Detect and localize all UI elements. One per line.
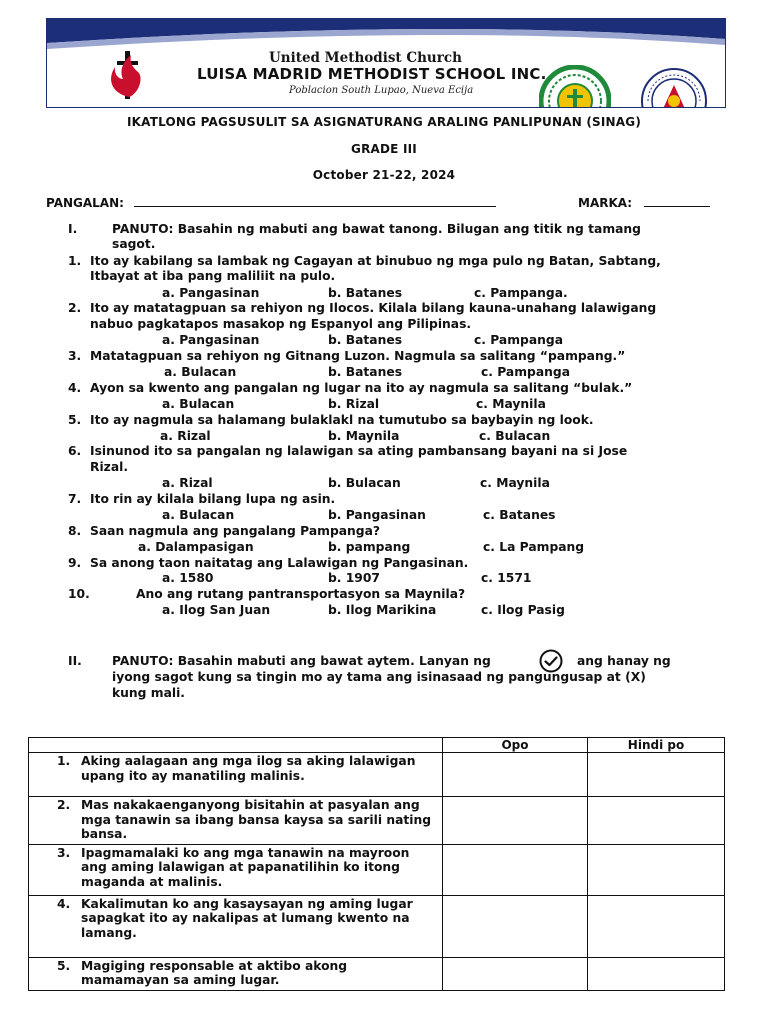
score-blank[interactable] — [644, 195, 710, 207]
choice-c[interactable]: c. Pampanga — [481, 365, 570, 379]
choice-a[interactable]: a. Pangasinan — [162, 286, 260, 300]
question-text: Matatagpuan sa rehiyon ng Gitnang Luzon. Nagmula sa salitang “pampang.” — [90, 349, 626, 363]
school-seal-icon — [539, 65, 611, 108]
question-text: Ito ay matatagpuan sa rehiyon ng Ilocos. Kilala bilang kauna-unahang lalawigang — [90, 301, 657, 315]
choice-a[interactable]: a. Bulacan — [164, 365, 237, 379]
question-text-cont: Itbayat at iba pang maliliit na pulo. — [90, 269, 336, 283]
statement-text: Kakalimutan ko ang kasaysayan ng aming lugar sapagkat ito ay nakalipas at lumang kwento na lamang. — [81, 896, 413, 940]
question-number: 2. — [68, 301, 82, 315]
statement-cell — [29, 844, 443, 895]
opo-cell[interactable] — [443, 753, 588, 797]
choice-b[interactable]: b. Batanes — [328, 286, 403, 300]
choice-a[interactable]: a. Rizal — [162, 476, 213, 490]
choice-c[interactable]: c. Maynila — [480, 476, 550, 490]
choice-b[interactable]: b. Batanes — [328, 333, 403, 347]
hindi-po-cell[interactable] — [588, 844, 725, 895]
question-number: 9. — [68, 556, 82, 570]
part2-numeral: II. — [68, 654, 82, 668]
part2-directions-line3: kung mali. — [112, 686, 185, 700]
choice-b[interactable]: b. Maynila — [328, 429, 400, 443]
choice-b[interactable]: b. Rizal — [328, 397, 380, 411]
choice-a[interactable]: a. 1580 — [162, 571, 214, 585]
exam-date: October 21-22, 2024 — [312, 168, 456, 182]
score-field[interactable] — [578, 195, 710, 210]
choice-c[interactable]: c. Ilog Pasig — [481, 603, 565, 617]
choice-c[interactable]: c. Maynila — [476, 397, 546, 411]
part2-directions-line1a: PANUTO: Basahin mabuti ang bawat aytem. Lanyan ng — [112, 654, 491, 668]
letterhead-banner — [46, 18, 726, 108]
question-text: Ayon sa kwento ang pangalan ng lugar na ito ay nagmula sa salitang “bulak.” — [90, 381, 633, 395]
school-address: Poblacion South Lupao, Nueva Ecija — [289, 85, 474, 96]
question-text: Isinunod ito sa pangalan ng lalawigan sa ating pambansang bayani na si Jose — [90, 444, 628, 458]
hindi-po-cell[interactable] — [588, 753, 725, 797]
choice-c[interactable]: c. Pampanga — [474, 333, 563, 347]
choice-a[interactable]: a. Ilog San Juan — [162, 603, 271, 617]
table-row — [29, 895, 725, 957]
statement-cell — [29, 957, 443, 990]
exam-title: IKATLONG PAGSUSULIT SA ASIGNATURANG ARALING PANLIPUNAN (SINAG) — [126, 115, 642, 129]
row-number: 2. — [57, 798, 71, 812]
question-number: 4. — [68, 381, 82, 395]
name-blank[interactable] — [134, 195, 496, 207]
choice-c[interactable]: c. Pampanga. — [474, 286, 568, 300]
choice-b[interactable]: b. Batanes — [328, 365, 403, 379]
grade-label: GRADE III — [351, 142, 417, 156]
part2-directions-line2: iyong sagot kung sa tingin mo ay tama ang isinasaad ng pangungusap at (X) — [112, 670, 646, 684]
part1-numeral: I. — [68, 222, 78, 236]
question-text-cont: Rizal. — [90, 460, 129, 474]
choice-a[interactable]: a. Dalampasigan — [138, 540, 254, 554]
row-number: 4. — [57, 896, 71, 911]
choice-a[interactable]: a. Pangasinan — [162, 333, 260, 347]
row-number: 5. — [57, 958, 71, 973]
choice-a[interactable]: a. Bulacan — [162, 508, 235, 522]
header-opo: Opo — [443, 738, 588, 753]
choice-a[interactable]: a. Bulacan — [162, 397, 235, 411]
table-header-row — [29, 738, 725, 753]
statement-cell — [29, 895, 443, 957]
choice-c[interactable]: c. Bulacan — [479, 429, 551, 443]
header-hindi-po: Hindi po — [588, 738, 725, 753]
methodist-cross-flame-icon — [105, 49, 151, 101]
question-number: 5. — [68, 413, 82, 427]
question-number: 7. — [68, 492, 82, 506]
score-label: MARKA: — [578, 196, 633, 210]
question-text: Ito ay nagmula sa halamang bulaklakl na tumutubo sa baybayin ng look. — [90, 413, 594, 427]
row-number: 3. — [57, 845, 71, 860]
question-number: 3. — [68, 349, 82, 363]
question-text: Saan nagmula ang pangalang Pampanga? — [90, 524, 381, 538]
statement-cell — [29, 753, 443, 797]
opo-cell[interactable] — [443, 895, 588, 957]
answer-table — [28, 737, 725, 991]
choice-c[interactable]: c. 1571 — [481, 571, 532, 585]
statement-cell — [29, 797, 443, 845]
table-row — [29, 753, 725, 797]
question-text-cont: nabuo pagkatapos masakop ng Espanyol ang Pilipinas. — [90, 317, 472, 331]
choice-b[interactable]: b. 1907 — [328, 571, 380, 585]
row-number: 1. — [57, 754, 71, 768]
part2-directions-line1b: ang hanay ng — [577, 654, 671, 668]
part1-directions-line1: PANUTO: Basahin ng mabuti ang bawat tanong. Bilugan ang titik ng tamang — [112, 222, 641, 236]
hindi-po-cell[interactable] — [588, 797, 725, 845]
question-text: Sa anong taon naitatag ang Lalawigan ng Pangasinan. — [90, 556, 469, 570]
choice-b[interactable]: b. pampang — [328, 540, 411, 554]
question-text: Ito ay kabilang sa lambak ng Cagayan at binubuo ng mga pulo ng Batan, Sabtang, — [90, 254, 661, 268]
statement-text: Aking aalagaan ang mga ilog sa aking lalawigan upang ito ay manatiling malinis. — [81, 754, 416, 783]
statement-text: Magiging responsable at aktibo akong mamamayan sa aming lugar. — [81, 958, 348, 987]
choice-c[interactable]: c. Batanes — [483, 508, 556, 522]
deped-seal-icon — [640, 67, 708, 108]
table-row — [29, 844, 725, 895]
choice-b[interactable]: b. Ilog Marikina — [328, 603, 437, 617]
question-number: 10. — [68, 587, 90, 601]
header-statement — [29, 738, 443, 753]
choice-a[interactable]: a. Rizal — [160, 429, 211, 443]
name-field[interactable] — [46, 195, 496, 210]
question-text: Ito rin ay kilala bilang lupa ng asin. — [90, 492, 336, 506]
choice-c[interactable]: c. La Pampang — [483, 540, 585, 554]
question-number: 8. — [68, 524, 82, 538]
question-number: 6. — [68, 444, 82, 458]
hindi-po-cell[interactable] — [588, 895, 725, 957]
part1-directions-line2: sagot. — [112, 237, 156, 251]
table-row — [29, 957, 725, 990]
statement-text: Ipagmamalaki ko ang mga tanawin na mayroon ang aming lalawigan at papanatilihin ko itong maganda at malinis. — [81, 845, 410, 889]
choice-b[interactable]: b. Pangasinan — [328, 508, 426, 522]
question-number: 1. — [68, 254, 82, 268]
church-name: United Methodist Church — [269, 50, 462, 66]
hindi-po-cell[interactable] — [588, 957, 725, 990]
opo-cell[interactable] — [443, 844, 588, 895]
opo-cell[interactable] — [443, 957, 588, 990]
name-label: PANGALAN: — [46, 196, 124, 210]
school-name: LUISA MADRID METHODIST SCHOOL INC. — [197, 65, 547, 83]
opo-cell[interactable] — [443, 797, 588, 845]
choice-b[interactable]: b. Bulacan — [328, 476, 401, 490]
question-text: Ano ang rutang pantransportasyon sa Maynila? — [136, 587, 466, 601]
table-row — [29, 797, 725, 845]
statement-text: Mas nakakaenganyong bisitahin at pasyalan ang mga tanawin sa ibang bansa kaysa sa sarili nating bansa. — [81, 798, 432, 841]
